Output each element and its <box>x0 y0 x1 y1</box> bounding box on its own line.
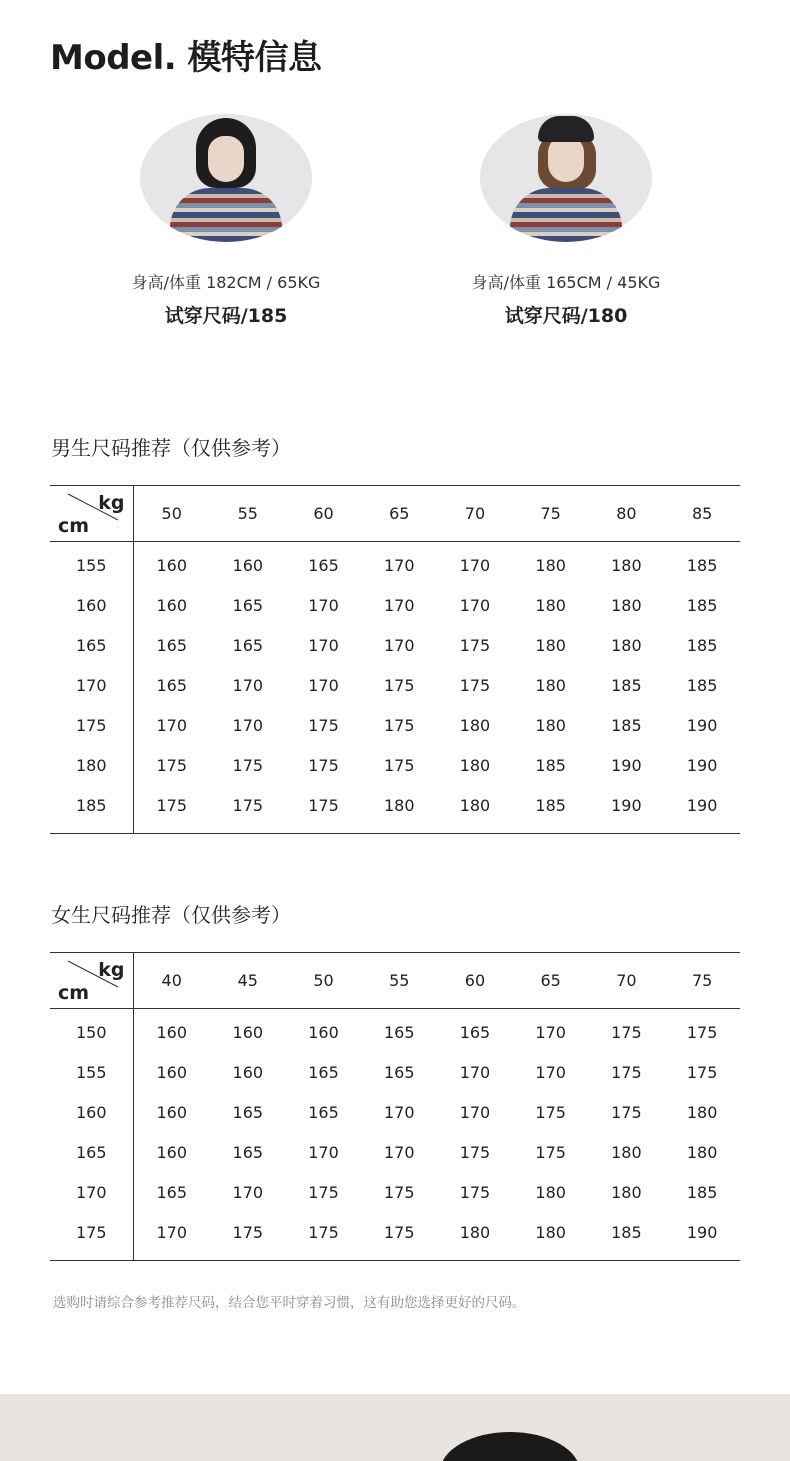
size-cell: 175 <box>232 756 264 775</box>
weight-header: 65 <box>361 486 437 542</box>
size-cell: 170 <box>156 716 187 735</box>
size-cell: 170 <box>232 716 264 735</box>
size-cell: 175 <box>611 1063 642 1082</box>
page-title: Model. 模特信息 <box>50 38 322 78</box>
size-cell: 170 <box>308 676 339 695</box>
size-cell: 160 <box>232 1063 264 1082</box>
size-cell: 175 <box>308 756 339 775</box>
weight-header: 70 <box>589 953 665 1009</box>
size-cell: 185 <box>686 556 718 576</box>
size-cell: 170 <box>535 1063 566 1082</box>
table-row <box>50 1009 740 1053</box>
size-cell: 190 <box>611 795 642 815</box>
height-cell: 175 <box>50 706 133 746</box>
size-cell: 180 <box>686 1103 718 1122</box>
size-cell: 175 <box>686 1023 718 1043</box>
weight-header: 75 <box>664 953 740 1009</box>
size-cell: 175 <box>383 676 415 695</box>
size-cell: 170 <box>308 1143 339 1162</box>
size-cell: 170 <box>156 1222 187 1242</box>
weight-header: 40 <box>133 953 210 1009</box>
table-row <box>50 1173 740 1213</box>
height-cell: 175 <box>50 1213 133 1261</box>
weight-header: 70 <box>437 486 513 542</box>
weight-header: 60 <box>286 486 362 542</box>
size-cell: 175 <box>459 676 491 695</box>
size-cell: 175 <box>156 756 187 775</box>
size-cell: 165 <box>308 556 339 576</box>
size-cell: 180 <box>535 636 566 655</box>
size-cell: 185 <box>686 1183 718 1202</box>
size-cell: 170 <box>383 636 415 655</box>
size-cell: 160 <box>156 1143 187 1162</box>
weight-header: 65 <box>513 953 589 1009</box>
size-cell: 165 <box>459 1023 491 1043</box>
size-cell: 185 <box>686 596 718 615</box>
size-cell: 180 <box>535 1222 566 1242</box>
height-cell: 180 <box>50 746 133 786</box>
size-cell: 180 <box>535 676 566 695</box>
height-cell: 160 <box>50 586 133 626</box>
size-cell: 165 <box>156 1183 187 1202</box>
size-cell: 175 <box>535 1143 566 1162</box>
model-photo-male <box>140 114 312 242</box>
size-cell: 180 <box>686 1143 718 1162</box>
size-cell: 180 <box>459 716 491 735</box>
size-cell: 165 <box>308 1063 339 1082</box>
size-cell: 180 <box>535 596 566 615</box>
size-cell: 160 <box>232 1023 264 1043</box>
table-row <box>50 786 740 834</box>
size-cell: 175 <box>535 1103 566 1122</box>
size-cell: 165 <box>232 1143 264 1162</box>
size-cell: 180 <box>611 1183 642 1202</box>
weight-unit-label: kg <box>98 959 125 981</box>
size-cell: 165 <box>156 636 187 655</box>
size-cell: 160 <box>156 556 187 576</box>
size-cell: 190 <box>686 716 718 735</box>
table-row <box>50 626 740 666</box>
size-cell: 175 <box>383 756 415 775</box>
size-cell: 175 <box>308 1222 339 1242</box>
height-cell: 185 <box>50 786 133 834</box>
size-cell: 160 <box>156 1063 187 1082</box>
size-cell: 180 <box>611 596 642 615</box>
weight-header: 55 <box>361 953 437 1009</box>
size-cell: 170 <box>459 556 491 576</box>
size-cell: 185 <box>535 795 566 815</box>
model-card-female <box>436 114 696 328</box>
size-cell: 180 <box>459 756 491 775</box>
model-stats: 身高/体重 165CM / 45KG <box>471 273 661 292</box>
size-cell: 170 <box>308 596 339 615</box>
size-cell: 180 <box>383 795 415 815</box>
size-cell: 165 <box>232 1103 264 1122</box>
size-cell: 180 <box>535 716 566 735</box>
size-cell: 185 <box>535 756 566 775</box>
table-row <box>50 746 740 786</box>
corner-header <box>50 486 133 542</box>
size-cell: 175 <box>611 1103 642 1122</box>
size-cell: 170 <box>459 1103 491 1122</box>
table-row <box>50 542 740 586</box>
weight-unit-label: kg <box>98 492 125 514</box>
table-row <box>50 1093 740 1133</box>
size-note: 选购时请综合参考推荐尺码，结合您平时穿着习惯，这有助您选择更好的尺码。 <box>53 1295 526 1311</box>
height-cell: 160 <box>50 1093 133 1133</box>
height-cell: 170 <box>50 666 133 706</box>
size-cell: 170 <box>308 636 339 655</box>
height-cell: 165 <box>50 1133 133 1173</box>
weight-header: 45 <box>210 953 286 1009</box>
model-fit-size: 试穿尺码/185 <box>164 305 288 327</box>
size-cell: 165 <box>383 1023 415 1043</box>
size-cell: 185 <box>686 676 718 695</box>
size-cell: 165 <box>156 676 187 695</box>
size-cell: 175 <box>611 1023 642 1043</box>
weight-header: 80 <box>589 486 665 542</box>
size-cell: 180 <box>535 556 566 576</box>
model-photo-female <box>480 114 652 242</box>
model-stats: 身高/体重 182CM / 65KG <box>131 273 321 292</box>
size-cell: 170 <box>459 1063 491 1082</box>
size-cell: 175 <box>308 716 339 735</box>
corner-header <box>50 953 133 1009</box>
size-cell: 180 <box>611 1143 642 1162</box>
size-cell: 180 <box>459 795 491 815</box>
size-cell: 160 <box>156 1023 187 1043</box>
size-cell: 175 <box>686 1063 718 1082</box>
size-cell: 165 <box>232 636 264 655</box>
size-cell: 165 <box>383 1063 415 1082</box>
table-row <box>50 1213 740 1261</box>
size-cell: 180 <box>611 556 642 576</box>
size-cell: 190 <box>686 756 718 775</box>
size-cell: 170 <box>535 1023 566 1043</box>
weight-header: 55 <box>210 486 286 542</box>
size-cell: 175 <box>308 1183 339 1202</box>
table-row <box>50 586 740 626</box>
size-cell: 175 <box>459 636 491 655</box>
male-size-title: 男生尺码推荐（仅供参考） <box>51 436 291 460</box>
female-size-title: 女生尺码推荐（仅供参考） <box>51 903 291 927</box>
size-cell: 190 <box>611 756 642 775</box>
height-cell: 165 <box>50 626 133 666</box>
height-cell: 150 <box>50 1009 133 1053</box>
female-size-table <box>50 952 740 1261</box>
size-cell: 160 <box>156 1103 187 1122</box>
size-cell: 170 <box>232 1183 264 1202</box>
size-cell: 175 <box>156 795 187 815</box>
weight-header: 50 <box>133 486 210 542</box>
size-cell: 175 <box>232 795 264 815</box>
size-cell: 175 <box>383 1222 415 1242</box>
model-card-male <box>96 114 356 328</box>
size-cell: 175 <box>308 795 339 815</box>
table-row <box>50 1053 740 1093</box>
model-fit-size: 试穿尺码/180 <box>504 305 628 327</box>
size-cell: 175 <box>459 1143 491 1162</box>
size-cell: 185 <box>611 676 642 695</box>
bottom-photo <box>0 1394 790 1461</box>
size-cell: 170 <box>383 1143 415 1162</box>
size-cell: 185 <box>611 716 642 735</box>
weight-header: 75 <box>513 486 589 542</box>
size-cell: 190 <box>686 795 718 815</box>
size-cell: 175 <box>383 716 415 735</box>
size-cell: 170 <box>459 596 491 615</box>
size-cell: 175 <box>383 1183 415 1202</box>
weight-header: 50 <box>286 953 362 1009</box>
size-cell: 165 <box>232 596 264 615</box>
height-cell: 170 <box>50 1173 133 1213</box>
table-row <box>50 666 740 706</box>
size-cell: 160 <box>308 1023 339 1043</box>
size-cell: 175 <box>459 1183 491 1202</box>
weight-header: 60 <box>437 953 513 1009</box>
height-cell: 155 <box>50 1053 133 1093</box>
size-cell: 170 <box>383 596 415 615</box>
size-cell: 170 <box>383 556 415 576</box>
male-size-table <box>50 485 740 834</box>
size-cell: 165 <box>308 1103 339 1122</box>
size-cell: 180 <box>459 1222 491 1242</box>
table-row <box>50 706 740 746</box>
size-cell: 175 <box>232 1222 264 1242</box>
size-cell: 170 <box>232 676 264 695</box>
height-cell: 155 <box>50 542 133 586</box>
table-row <box>50 1133 740 1173</box>
size-cell: 170 <box>383 1103 415 1122</box>
size-cell: 190 <box>686 1222 718 1242</box>
size-cell: 180 <box>611 636 642 655</box>
height-unit-label: cm <box>58 515 90 537</box>
size-cell: 185 <box>611 1222 642 1242</box>
size-cell: 160 <box>232 556 264 576</box>
height-unit-label: cm <box>58 982 90 1004</box>
size-cell: 160 <box>156 596 187 615</box>
weight-header: 85 <box>664 486 740 542</box>
size-cell: 180 <box>535 1183 566 1202</box>
size-cell: 185 <box>686 636 718 655</box>
